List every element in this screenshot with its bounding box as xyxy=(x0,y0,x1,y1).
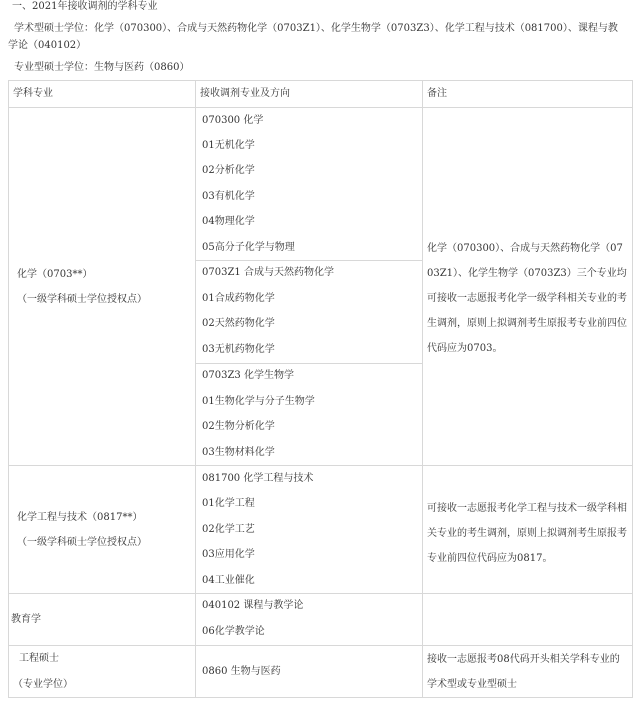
direction-item: 081700 化学工程与技术 xyxy=(202,473,314,484)
remark-text: 可接收一志愿报考化学工程与技术一级学科相关专业的考生调剂，原则上拟调剂考生原报考专业前四位代码应为0817。 xyxy=(427,503,627,564)
direction-group xyxy=(195,465,423,594)
direction-item: 03有机化学 xyxy=(202,191,255,202)
table-row-engineering xyxy=(8,645,196,698)
direction-group xyxy=(195,107,423,261)
header-label: 接收调剂专业及方向 xyxy=(200,88,290,99)
academic-degrees-line1: 学术型硕士学位：化学（070300）、合成与天然药物化学（0703Z1）、化学生物学（0703Z3）、化学工程与技术（081700）、课程与教 xyxy=(14,23,618,34)
direction-item: 070300 化学 xyxy=(202,115,264,126)
direction-item: 06化学教学论 xyxy=(202,626,265,637)
remark-cell xyxy=(422,593,633,646)
direction-item: 0860 生物与医药 xyxy=(202,666,281,677)
direction-item: 03生物材料化学 xyxy=(202,447,275,458)
table-row-chemistry xyxy=(8,107,196,466)
direction-item: 01合成药物化学 xyxy=(202,293,275,304)
direction-item: 05高分子化学与物理 xyxy=(202,242,295,253)
direction-item: 04工业催化 xyxy=(202,575,255,586)
direction-item: 02分析化学 xyxy=(202,165,255,176)
header-cell-directions xyxy=(195,80,423,108)
direction-group xyxy=(195,260,423,364)
direction-item: 0703Z3 化学生物学 xyxy=(202,370,294,381)
heading: 一、2021年接收调剂的学科专业 xyxy=(12,1,158,12)
subject-name: 教育学 xyxy=(11,614,41,625)
direction-item: 04物理化学 xyxy=(202,216,255,227)
subject-name: 工程硕士 xyxy=(19,653,59,664)
direction-item: 01无机化学 xyxy=(202,140,255,151)
direction-group xyxy=(195,363,423,466)
direction-item: 03应用化学 xyxy=(202,549,255,560)
direction-item: 02生物分析化学 xyxy=(202,421,275,432)
remark-cell xyxy=(422,465,633,594)
direction-group xyxy=(195,593,423,646)
header-cell-subject xyxy=(8,80,196,108)
subject-name: 化学工程与技术（0817**） xyxy=(17,512,143,523)
remark-cell xyxy=(422,645,633,698)
subject-name: 化学（0703**） xyxy=(17,269,93,280)
direction-item: 03无机药物化学 xyxy=(202,344,275,355)
academic-degrees-line2: 学论（040102） xyxy=(8,40,87,51)
remark-cell xyxy=(422,107,633,466)
professional-degrees: 专业型硕士学位：生物与医药（0860） xyxy=(14,62,190,73)
table-row-education xyxy=(8,593,196,646)
direction-item: 040102 课程与教学论 xyxy=(202,600,304,611)
header-label: 学科专业 xyxy=(13,88,53,99)
subject-note: （一级学科硕士学位授权点） xyxy=(17,294,147,305)
direction-item: 02天然药物化学 xyxy=(202,318,275,329)
subject-note: （一级学科硕士学位授权点） xyxy=(17,537,147,548)
remark-text: 化学（070300）、合成与天然药物化学（0703Z1）、化学生物学（0703Z3）三个专业均可接收一志愿报考化学一级学科相关专业的考生调剂，原则上拟调剂考生原报考专业前四位代码应为0703。 xyxy=(427,243,627,354)
direction-group xyxy=(195,645,423,698)
subject-note: （专业学位） xyxy=(13,679,73,690)
direction-item: 0703Z1 合成与天然药物化学 xyxy=(202,267,334,278)
direction-item: 01化学工程 xyxy=(202,498,255,509)
direction-item: 02化学工艺 xyxy=(202,524,255,535)
remark-text: 接收一志愿报考08代码开头相关学科专业的学术型或专业型硕士 xyxy=(427,654,620,690)
direction-item: 01生物化学与分子生物学 xyxy=(202,396,315,407)
header-label: 备注 xyxy=(427,88,447,99)
table-row-chemical-engineering xyxy=(8,465,196,594)
header-cell-remarks xyxy=(422,80,633,108)
